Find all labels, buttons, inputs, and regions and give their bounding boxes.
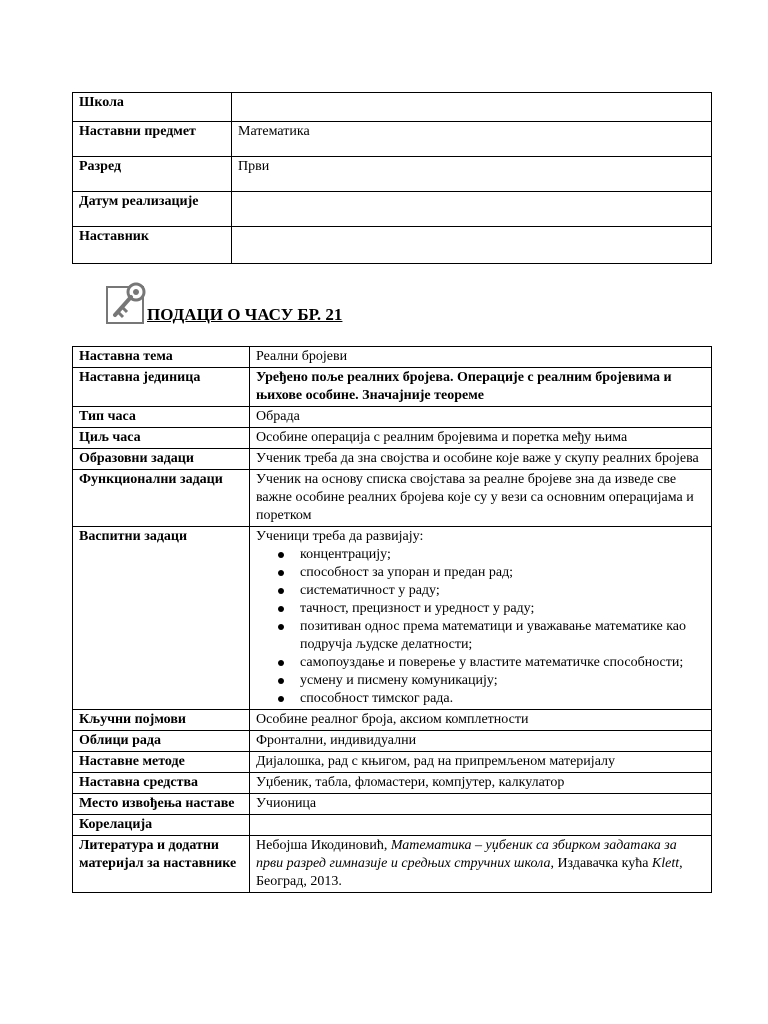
table-row [73, 449, 712, 470]
literature-book: Математика – уџбеник са збирком задатака за први разред гимназије и средњих стручних школа [256, 838, 677, 871]
correlation-value [250, 815, 712, 836]
list-item: способност тимског рада. [300, 690, 705, 708]
school-value [232, 93, 712, 122]
literature-author: Небојша Икодиновић, [256, 838, 391, 853]
table-row [73, 93, 712, 122]
list-item: позитиван однос према математици и уважавање математике као подручја људске делатности; [300, 618, 705, 654]
edu-tasks-label: Образовни задаци [73, 449, 250, 470]
subject-value: Математика [232, 122, 712, 157]
key-terms-value: Особине реалног броја, аксиом комплетности [250, 710, 712, 731]
table-row [73, 752, 712, 773]
grade-value: Први [232, 157, 712, 192]
teacher-value [232, 227, 712, 264]
resources-label: Наставна средства [73, 773, 250, 794]
unit-label: Наставна јединица [73, 368, 250, 407]
table-row [73, 192, 712, 227]
place-value: Учионица [250, 794, 712, 815]
table-row [73, 122, 712, 157]
resources-value: Уџбеник, табла, фломастери, компјутер, калкулатор [250, 773, 712, 794]
goal-label: Циљ часа [73, 428, 250, 449]
key-terms-label: Кључни појмови [73, 710, 250, 731]
table-row [73, 227, 712, 264]
table-row [73, 710, 712, 731]
table-row [73, 527, 712, 710]
lesson-type-label: Тип часа [73, 407, 250, 428]
upbringing-list [256, 546, 705, 708]
methods-label: Наставне методе [73, 752, 250, 773]
grade-label: Разред [73, 157, 232, 192]
list-item: способност за упоран и предан рад; [300, 564, 705, 582]
table-row [73, 407, 712, 428]
table-row [73, 773, 712, 794]
methods-value: Дијалошка, рад с књигом, рад на припремљеном материјалу [250, 752, 712, 773]
upbringing-label: Васпитни задаци [73, 527, 250, 710]
literature-publisher-pre: , Издавачка кућа [550, 856, 652, 871]
table-row [73, 368, 712, 407]
list-item: систематичност у раду; [300, 582, 705, 600]
school-label: Школа [73, 93, 232, 122]
literature-label: Литература и додатни материјал за наставнике [73, 836, 250, 893]
section-header [105, 281, 505, 325]
table-row [73, 470, 712, 527]
topic-value: Реални бројеви [250, 347, 712, 368]
edu-tasks-value: Ученик треба да зна својства и особине које важе у скупу реалних бројева [250, 449, 712, 470]
func-tasks-value: Ученик на основу списка својстава за реалне бројеве зна да изведе све важне особине реалних бројева које су у вези са основним операцијама и поретком [250, 470, 712, 527]
teacher-label: Наставник [73, 227, 232, 264]
lesson-type-value: Обрада [250, 407, 712, 428]
lesson-table [72, 346, 712, 893]
place-label: Место извођења наставе [73, 794, 250, 815]
upbringing-value [250, 527, 712, 710]
date-value [232, 192, 712, 227]
goal-value: Особине операција с реалним бројевима и поретка међу њима [250, 428, 712, 449]
table-row [73, 815, 712, 836]
section-title: ПОДАЦИ О ЧАСУ БР. 21 [147, 305, 343, 324]
key-icon [105, 281, 149, 325]
table-row [73, 428, 712, 449]
subject-label: Наставни предмет [73, 122, 232, 157]
list-item: самопоуздање и поверење у властите математичке способности; [300, 654, 705, 672]
topic-label: Наставна тема [73, 347, 250, 368]
work-forms-label: Облици рада [73, 731, 250, 752]
list-item: концентрацију; [300, 546, 705, 564]
table-row [73, 794, 712, 815]
date-label: Датум реализације [73, 192, 232, 227]
list-item: тачност, прецизност и уредност у раду; [300, 600, 705, 618]
work-forms-value: Фронтални, индивидуални [250, 731, 712, 752]
correlation-label: Корелација [73, 815, 250, 836]
upbringing-intro: Ученици треба да развијају: [256, 529, 424, 544]
table-row [73, 157, 712, 192]
literature-value [250, 836, 712, 893]
literature-publisher: Klett [651, 856, 680, 871]
table-row [73, 347, 712, 368]
info-table [72, 92, 712, 264]
list-item: усмену и писмену комуникацију; [300, 672, 705, 690]
table-row [73, 836, 712, 893]
func-tasks-label: Функционални задаци [73, 470, 250, 527]
unit-value: Уређено поље реалних бројева. Операције с реалним бројевима и њихове особине. Значајније теореме [250, 368, 712, 407]
table-row [73, 731, 712, 752]
literature-publisher-post: , Београд, 2013. [256, 856, 683, 889]
